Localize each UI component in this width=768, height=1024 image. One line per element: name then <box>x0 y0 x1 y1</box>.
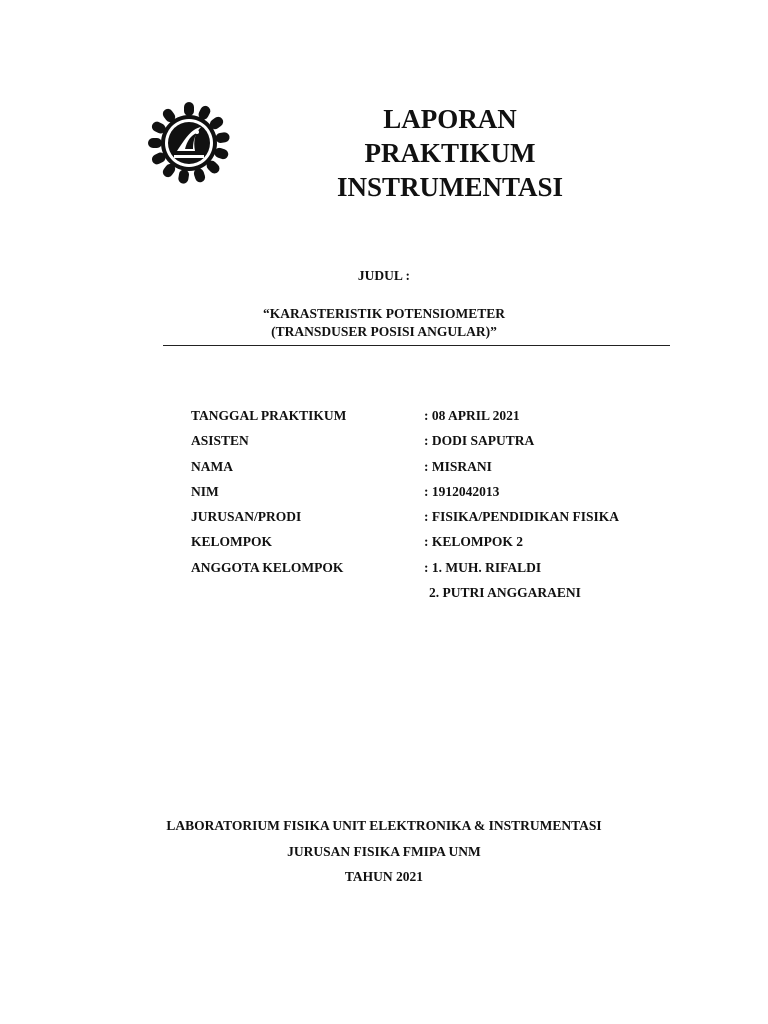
info-row-anggota-2 <box>191 583 671 608</box>
title-line-1: LAPORAN <box>383 104 517 134</box>
info-row-kelompok <box>191 532 671 557</box>
title-line-3: INSTRUMENTASI <box>336 172 564 202</box>
info-value: : MISRANI <box>424 458 492 474</box>
judul-label: JUDUL : <box>357 268 411 283</box>
info-label: KELOMPOK <box>191 534 272 550</box>
report-title <box>300 102 600 204</box>
info-row-jurusan <box>191 507 671 532</box>
title-divider <box>163 345 670 346</box>
info-row-anggota <box>191 558 671 583</box>
info-row-asisten <box>191 431 671 456</box>
university-emblem-icon <box>146 102 232 184</box>
info-label: JURUSAN/PRODI <box>191 509 302 525</box>
info-row-nim <box>191 482 671 507</box>
info-value: : 1912042013 <box>424 483 500 499</box>
title-line-2: PRAKTIKUM <box>364 138 536 168</box>
footer-block <box>0 815 768 892</box>
info-value: : FISIKA/PENDIDIKAN FISIKA <box>424 509 620 525</box>
info-label: NIM <box>191 483 219 499</box>
info-label: ANGGOTA KELOMPOK <box>191 559 344 575</box>
judul-line-2: (TRANSDUSER POSISI ANGULAR)” <box>271 324 497 339</box>
judul-title <box>0 305 768 341</box>
info-label: TANGGAL PRAKTIKUM <box>191 408 347 423</box>
footer-line-3: TAHUN 2021 <box>344 869 424 884</box>
info-value: : DODI SAPUTRA <box>424 433 535 449</box>
info-table <box>191 406 671 608</box>
info-label: ASISTEN <box>191 433 249 449</box>
judul-line-1: “KARASTERISTIK POTENSIOMETER <box>263 306 505 321</box>
info-row-tanggal <box>191 406 671 431</box>
footer-line-2: JURUSAN FISIKA FMIPA UNM <box>287 843 481 859</box>
info-value: : 1. MUH. RIFALDI <box>424 559 542 575</box>
footer-line-1: LABORATORIUM FISIKA UNIT ELEKTRONIKA & INSTRUMENTASI <box>166 818 602 833</box>
info-value: : KELOMPOK 2 <box>424 534 523 550</box>
info-label: NAMA <box>191 458 233 474</box>
info-value-extra-member: 2. PUTRI ANGGARAENI <box>429 585 581 601</box>
info-value: : 08 APRIL 2021 <box>424 408 520 423</box>
info-row-nama <box>191 457 671 482</box>
